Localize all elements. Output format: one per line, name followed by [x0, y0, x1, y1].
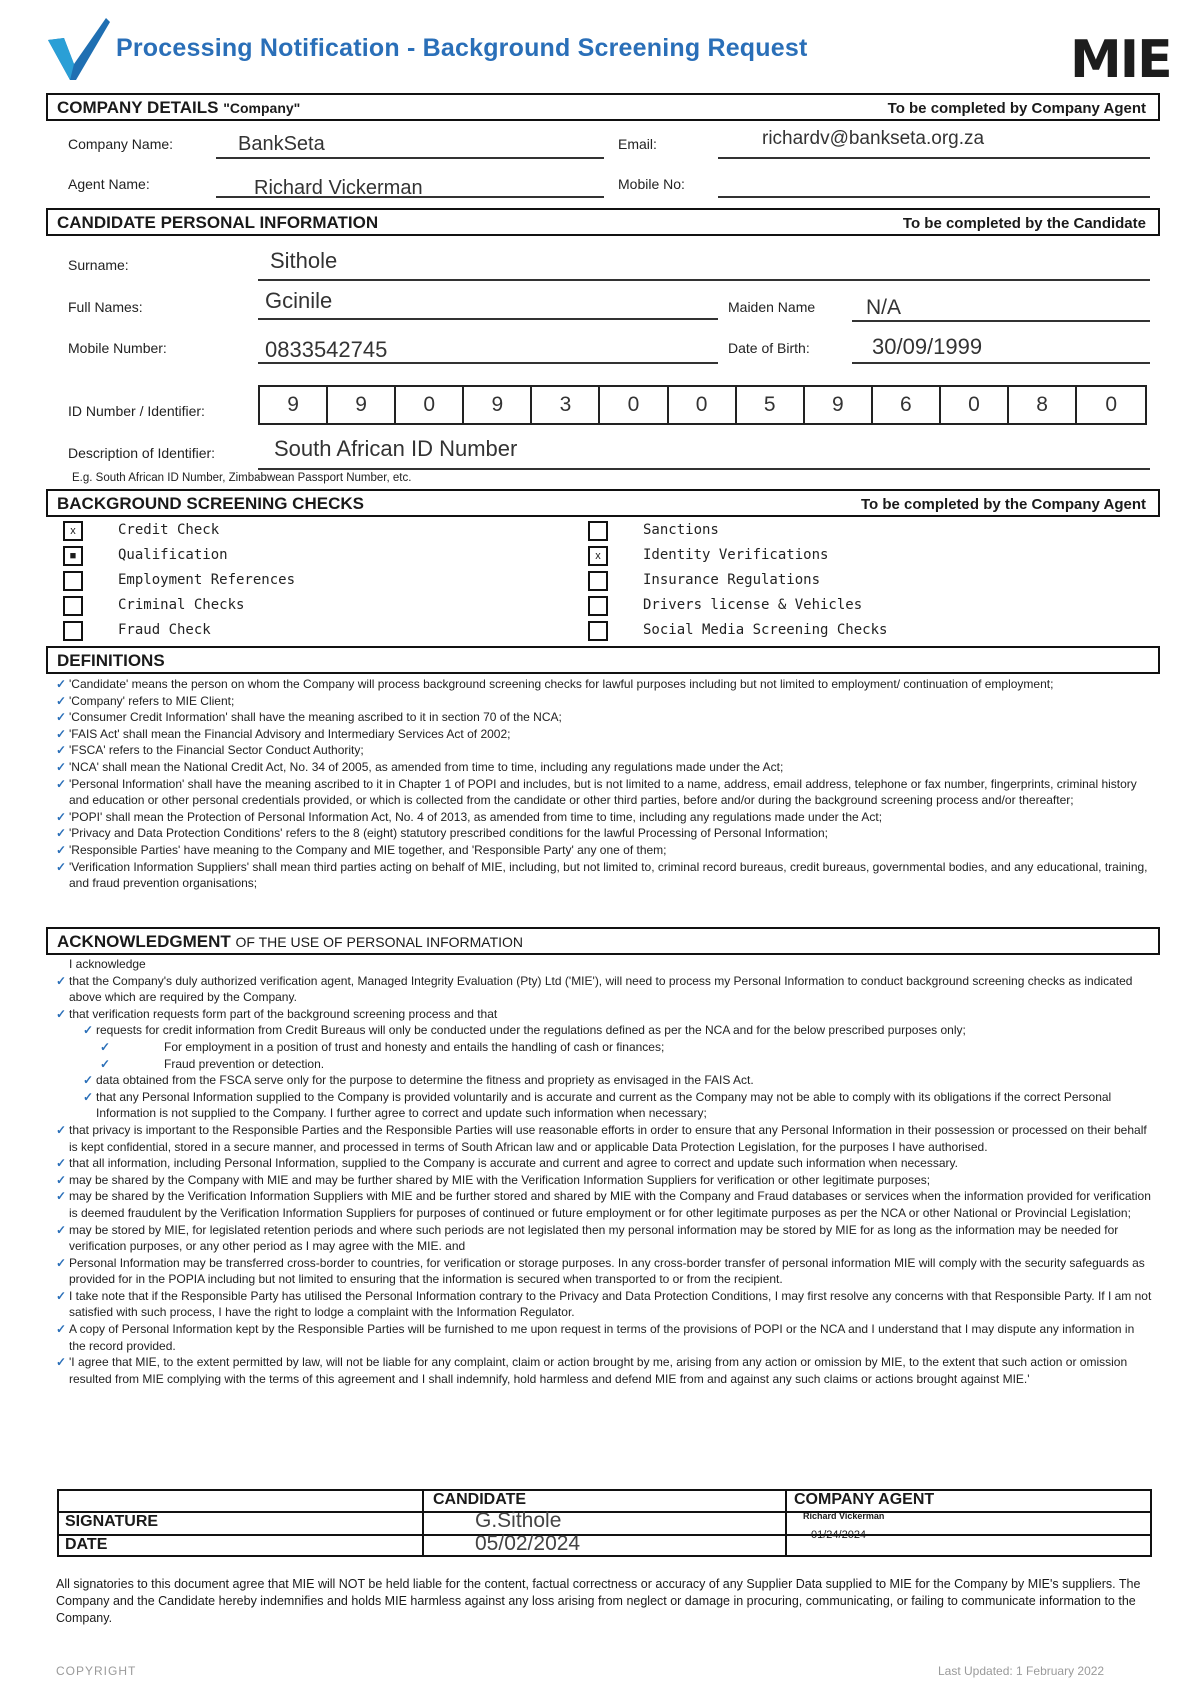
acknowledgment-text: data obtained from the FSCA serve only for the purpose to determine the fitness and propriety as envisaged in the FAIS Act.	[96, 1073, 754, 1088]
acknowledgment-item	[56, 1155, 1152, 1172]
section-title: COMPANY DETAILS	[57, 98, 219, 117]
company-name-line	[216, 157, 604, 159]
acknowledgment-item	[56, 1288, 1152, 1321]
check-bullet-icon: ✓	[56, 743, 67, 758]
checkbox[interactable]: x	[63, 521, 83, 541]
acknowledgment-item	[56, 973, 1152, 1006]
check-bullet-icon: ✓	[56, 973, 67, 988]
dob-label: Date of Birth:	[728, 340, 810, 356]
check-bullet-icon: ✓	[56, 1189, 67, 1204]
candidate-signature[interactable]: G.Sithole	[475, 1509, 562, 1532]
definition-item	[56, 776, 1152, 809]
acknowledgment-text: Personal Information may be transferred cross-border to countries, for verification or storage purposes. In any cross-border transfer of personal information MIE will comply with the security safeguards as provided for in the POPIA including but not limited to ensuring that the information is secured when transported to or from the recipient.	[69, 1255, 1145, 1287]
acknowledgment-item	[56, 1089, 1152, 1122]
row-date: DATE	[65, 1536, 108, 1553]
acknowledgment-header	[46, 927, 1160, 955]
id-digit-cell[interactable]: 6	[873, 387, 941, 423]
definition-text: 'POPI' shall mean the Protection of Personal Information Act, No. 4 of 2013, as amended from time to time, including any regulations made under the Act;	[69, 809, 883, 824]
check-bullet-icon: ✓	[100, 1056, 111, 1071]
identifier-example-hint: E.g. South African ID Number, Zimbabwean Passport Number, etc.	[72, 472, 412, 484]
identifier-description-label: Description of Identifier:	[68, 445, 216, 461]
checkbox[interactable]	[588, 521, 608, 541]
acknowledgment-item	[56, 1222, 1152, 1255]
copyright-label: COPYRIGHT	[56, 1664, 137, 1678]
check-bullet-icon: ✓	[56, 1006, 67, 1021]
check-bullet-icon: ✓	[56, 842, 67, 857]
acknowledgment-intro: I acknowledge	[69, 957, 146, 971]
definition-item	[56, 676, 1152, 693]
acknowledgment-text: For employment in a position of trust and honesty and entails the handling of cash or finances;	[164, 1039, 665, 1054]
table-corner	[59, 1491, 423, 1511]
id-digit-cell[interactable]: 0	[1105, 393, 1117, 416]
check-bullet-icon: ✓	[56, 1122, 67, 1137]
acknowledgment-item	[56, 1056, 1152, 1073]
check-bullet-icon: ✓	[83, 1089, 94, 1104]
mobile-line	[718, 196, 1150, 198]
id-digit-cell[interactable]: 9	[464, 387, 532, 423]
definition-text: 'NCA' shall mean the National Credit Act, No. 34 of 2005, as amended from time to time, including any regulations made under the Act;	[69, 759, 784, 774]
maiden-name-value[interactable]: N/A	[866, 296, 902, 319]
check-bullet-icon: ✓	[56, 1222, 67, 1237]
check-bullet-icon: ✓	[56, 859, 67, 874]
definition-text: 'Privacy and Data Protection Conditions' refers to the 8 (eight) statutory prescribed conditions for the lawful Processing of Personal Information;	[69, 826, 828, 841]
check-bullet-icon: ✓	[83, 1023, 94, 1038]
check-label: Identity Verifications	[643, 547, 829, 563]
acknowledgment-text: that any Personal Information supplied to the Company is provided voluntarily and is accurate and current as the Company may not be able to comply with its obligations if the correct Personal Information is not supplied to the Company. I further agree to correct and update such information when necessary;	[96, 1089, 1112, 1121]
checkbox[interactable]: x	[588, 546, 608, 566]
check-bullet-icon: ✓	[56, 1322, 67, 1337]
check-bullet-icon: ✓	[56, 710, 67, 725]
checkmark-logo-icon	[44, 14, 114, 89]
acknowledgment-text: that all information, including Personal Information, supplied to the Company is accurate and current and agree to correct and update such information when necessary.	[69, 1156, 958, 1171]
check-bullet-icon: ✓	[56, 759, 67, 774]
mie-logo	[1070, 30, 1171, 90]
surname-line	[258, 279, 1150, 281]
checkbox[interactable]	[63, 571, 83, 591]
email-label: Email:	[618, 136, 657, 152]
acknowledgment-text: that privacy is important to the Responsible Parties and the Responsible Parties will use reasonable efforts in order to ensure that any Personal Information in their possession or processed on their behalf is kept confidential, stored in a secure manner, and processed in terms of South African law and or applicable Data Protection Legislation, for the purposes I have authorised.	[69, 1122, 1147, 1154]
table-divider	[422, 1489, 424, 1557]
maiden-name-line	[852, 320, 1150, 322]
table-divider	[785, 1489, 787, 1557]
mobile-label: Mobile No:	[618, 176, 685, 192]
check-bullet-icon: ✓	[56, 1355, 67, 1370]
candidate-info-header	[46, 208, 1160, 236]
check-bullet-icon: ✓	[56, 1288, 67, 1303]
check-label: Employment References	[118, 572, 296, 588]
row-signature: SIGNATURE	[65, 1513, 159, 1530]
definition-item	[56, 809, 1152, 826]
definitions-list	[56, 676, 1152, 892]
page-title: Processing Notification - Background Screening Request	[116, 34, 808, 62]
agent-date[interactable]: 01/24/2024	[811, 1529, 867, 1541]
acknowledgment-item	[56, 1321, 1152, 1354]
definition-text: 'Personal Information' shall have the meaning ascribed to it in Chapter 1 of POPI and includes, but is not limited to a name, address, email address, telephone or fax number, fingerprints, criminal history and education or other personal credentials provided, or which is collected from the candidate or other third parties, before and/or during the background screening process and/or thereafter;	[69, 776, 1137, 808]
acknowledgment-text: Fraud prevention or detection.	[164, 1056, 325, 1071]
checkbox[interactable]	[588, 596, 608, 616]
definition-text: 'FAIS Act' shall mean the Financial Advisory and Intermediary Services Act of 2002;	[69, 726, 511, 741]
agent-name-line	[216, 196, 604, 198]
full-names-value[interactable]: Gcinile	[265, 288, 333, 313]
acknowledgment-text: A copy of Personal Information kept by the Responsible Parties will be furnished to me upon request in terms of the provisions of POPI or the NCA and I understand that I may dispute any information in the record provided.	[69, 1322, 1135, 1353]
column-company-agent: COMPANY AGENT	[794, 1491, 935, 1508]
check-label: Social Media Screening Checks	[643, 622, 888, 638]
table-row-rule	[59, 1511, 1150, 1513]
definition-text: 'FSCA' refers to the Financial Sector Conduct Authority;	[69, 743, 364, 758]
checkbox[interactable]	[588, 571, 608, 591]
section-instruction: To be completed by the Company Agent	[860, 496, 1146, 513]
last-updated-label: Last Updated: 1 February 2022	[938, 1664, 1105, 1678]
candidate-date[interactable]: 05/02/2024	[475, 1532, 581, 1555]
section-title: ACKNOWLEDGMENT	[57, 932, 231, 951]
section-title: BACKGROUND SCREENING CHECKS	[57, 494, 364, 513]
id-digit-cell[interactable]: 9	[328, 387, 396, 423]
signature-table	[57, 1489, 1152, 1557]
definition-text: 'Company' refers to MIE Client;	[69, 693, 235, 708]
surname-value[interactable]: Sithole	[270, 248, 338, 273]
check-bullet-icon: ✓	[83, 1073, 94, 1088]
definition-item	[56, 709, 1152, 726]
identifier-description-line	[258, 468, 1150, 470]
definition-item	[56, 842, 1152, 859]
definition-item	[56, 693, 1152, 710]
check-label: Qualification	[118, 547, 228, 563]
acknowledgment-item	[56, 1188, 1152, 1221]
dob-value[interactable]: 30/09/1999	[872, 334, 983, 359]
acknowledgment-text: that the Company's duly authorized verification agent, Managed Integrity Evaluation (Pty) Ltd ('MIE'), will need to process my Personal Information to conduct background screening checks as indicated above which are required by the Company.	[69, 973, 1133, 1005]
acknowledgment-text: may be shared by the Company with MIE and may be further shared by MIE with the Verification Information Suppliers for verification or other legitimate purposes;	[69, 1172, 931, 1187]
id-number-label: ID Number / Identifier:	[68, 403, 205, 419]
acknowledgment-item	[56, 1172, 1152, 1189]
id-digit-cell[interactable]: 0	[941, 387, 1009, 423]
check-bullet-icon: ✓	[56, 677, 67, 691]
checkbox[interactable]	[63, 596, 83, 616]
acknowledgment-text: may be stored by MIE, for legislated retention periods and where such periods are not legislated then my personal information may be stored by MIE for as long as the information may be needed for verification purposes, or any other period as I may agree with the MIE. and	[69, 1222, 1119, 1254]
check-bullet-icon: ✓	[100, 1039, 111, 1054]
company-name-value[interactable]: BankSeta	[238, 133, 325, 155]
check-bullet-icon: ✓	[56, 809, 67, 824]
acknowledgment-item	[56, 1354, 1152, 1387]
definitions-header	[46, 646, 1160, 674]
id-digit-cell[interactable]: 9	[260, 387, 328, 423]
section-title: CANDIDATE PERSONAL INFORMATION	[57, 213, 379, 232]
table-row-rule	[59, 1534, 1150, 1536]
email-value[interactable]: richardv@bankseta.org.za	[762, 128, 985, 149]
id-digit-cell[interactable]: 5	[737, 387, 805, 423]
checkbox[interactable]	[588, 621, 608, 641]
acknowledgment-list	[56, 956, 1152, 1387]
check-bullet-icon: ✓	[56, 1172, 67, 1187]
check-bullet-icon: ✓	[56, 693, 67, 708]
check-bullet-icon: ✓	[56, 726, 67, 741]
section-title: DEFINITIONS	[57, 651, 165, 670]
acknowledgment-text: may be shared by the Verification Information Suppliers with MIE and be further stored and shared by MIE with the Company and Fraud databases or services when the information provided for verification is deemed fraudulent by the Verification Information Suppliers for purposes of continued or future employment or for other legitimate purposes as per the NCA or other National or Provincial Legislation;	[69, 1189, 1151, 1220]
check-label: Criminal Checks	[118, 597, 245, 613]
definition-item	[56, 742, 1152, 759]
definition-text: 'Verification Information Suppliers' shall mean third parties acting on behalf of MIE, including, but not limited to, criminal record bureaus, credit bureaus, governmental bodies, and any educational, training, and fraud prevention organisations;	[69, 859, 1148, 891]
company-details-header	[46, 93, 1160, 121]
section-instruction: To be completed by Company Agent	[887, 100, 1146, 117]
id-digit-cell[interactable]: 0	[396, 387, 464, 423]
id-digit-cell[interactable]: 3	[532, 387, 600, 423]
definition-item	[56, 825, 1152, 842]
definition-item	[56, 726, 1152, 743]
check-bullet-icon: ✓	[56, 826, 67, 841]
id-digit-cell[interactable]: 0	[600, 387, 668, 423]
dob-line	[852, 362, 1150, 364]
agent-signature[interactable]: Richard Vickerman	[803, 1511, 885, 1521]
acknowledgment-item	[56, 1255, 1152, 1288]
acknowledgment-item	[56, 1039, 1152, 1056]
definition-text: 'Responsible Parties' have meaning to the Company and MIE together, and 'Responsible Party' any one of them;	[69, 842, 667, 857]
acknowledgment-item	[56, 1072, 1152, 1089]
disclaimer-text: All signatories to this document agree that MIE will NOT be held liable for the content, factual correctness or accuracy of any Supplier Data supplied to MIE for the Company by MIE's suppliers. The Company and the Candidate hereby indemnifies and holds MIE harmless against any loss arising from neglect or damage in procuring, communicating, or failing to communicate information to the Company.	[56, 1577, 1141, 1625]
column-candidate: CANDIDATE	[433, 1491, 527, 1508]
checkbox[interactable]	[63, 621, 83, 641]
mobile-number-line	[258, 362, 718, 364]
identifier-description-value[interactable]: South African ID Number	[274, 436, 518, 461]
id-digit-cell[interactable]: 0	[669, 387, 737, 423]
company-name-label: Company Name:	[68, 136, 174, 152]
acknowledgment-text: 'I agree that MIE, to the extent permitted by law, will not be liable for any complaint, claim or action brought by me, arising from any action or omission by MIE, to the extent that such action or omission resulted from MIE complying with the terms of this agreement and I shall indemnify, hold harmless and defend MIE from and against any such claims or actions brought against MIE.'	[69, 1355, 1128, 1386]
mie-logo-text: MIE	[1070, 30, 1171, 90]
surname-label: Surname:	[68, 257, 129, 273]
check-bullet-icon: ✓	[56, 1156, 67, 1171]
agent-name-label: Agent Name:	[68, 176, 150, 192]
mobile-number-label: Mobile Number:	[68, 340, 167, 356]
check-label: Sanctions	[643, 522, 719, 538]
acknowledgment-item	[56, 1006, 1152, 1023]
id-digit-cell[interactable]: 8	[1009, 387, 1077, 423]
check-label: Credit Check	[118, 522, 220, 538]
check-bullet-icon: ✓	[56, 1255, 67, 1270]
check-label: Drivers license & Vehicles	[643, 597, 863, 613]
definition-text: 'Consumer Credit Information' shall have the meaning ascribed to it in section 70 of the NCA;	[69, 710, 562, 725]
acknowledgment-text: requests for credit information from Credit Bureaus will only be conducted under the regulations defined as per the NCA and for the below prescribed purposes only;	[96, 1023, 966, 1038]
acknowledgment-text: that verification requests form part of the background screening process and that	[69, 1006, 498, 1021]
section-subtitle: OF THE USE OF PERSONAL INFORMATION	[235, 934, 524, 950]
definition-item	[56, 859, 1152, 892]
id-number-grid[interactable]	[258, 385, 1147, 425]
checkbox[interactable]: ■	[63, 546, 83, 566]
mobile-number-value[interactable]: 0833542745	[265, 337, 388, 362]
definition-item	[56, 759, 1152, 776]
screening-checks-header	[46, 489, 1160, 517]
agent-name-value[interactable]: Richard Vickerman	[254, 177, 423, 199]
acknowledgment-item	[56, 1122, 1152, 1155]
check-label: Insurance Regulations	[643, 572, 821, 588]
email-line	[718, 157, 1150, 159]
full-names-line	[258, 318, 718, 320]
id-digit-cell[interactable]: 9	[805, 387, 873, 423]
maiden-name-label: Maiden Name	[728, 299, 816, 315]
acknowledgment-item	[56, 1022, 1152, 1039]
section-instruction: To be completed by the Candidate	[902, 215, 1146, 232]
section-subtitle: "Company"	[223, 100, 301, 116]
check-label: Fraud Check	[118, 622, 211, 638]
full-names-label: Full Names:	[68, 299, 143, 315]
check-bullet-icon: ✓	[56, 776, 67, 791]
acknowledgment-text: I take note that if the Responsible Party has utilised the Personal Information contrary to the Privacy and Data Protection Conditions, I may first resolve any concerns with that Responsible Party. If I am not satisfied with such process, I have the right to lodge a complaint with the Information Regulator.	[69, 1288, 1152, 1320]
definition-text: 'Candidate' means the person on whom the Company will process background screening checks for lawful purposes including but not limited to employment/ continuation of employment;	[69, 677, 1054, 691]
